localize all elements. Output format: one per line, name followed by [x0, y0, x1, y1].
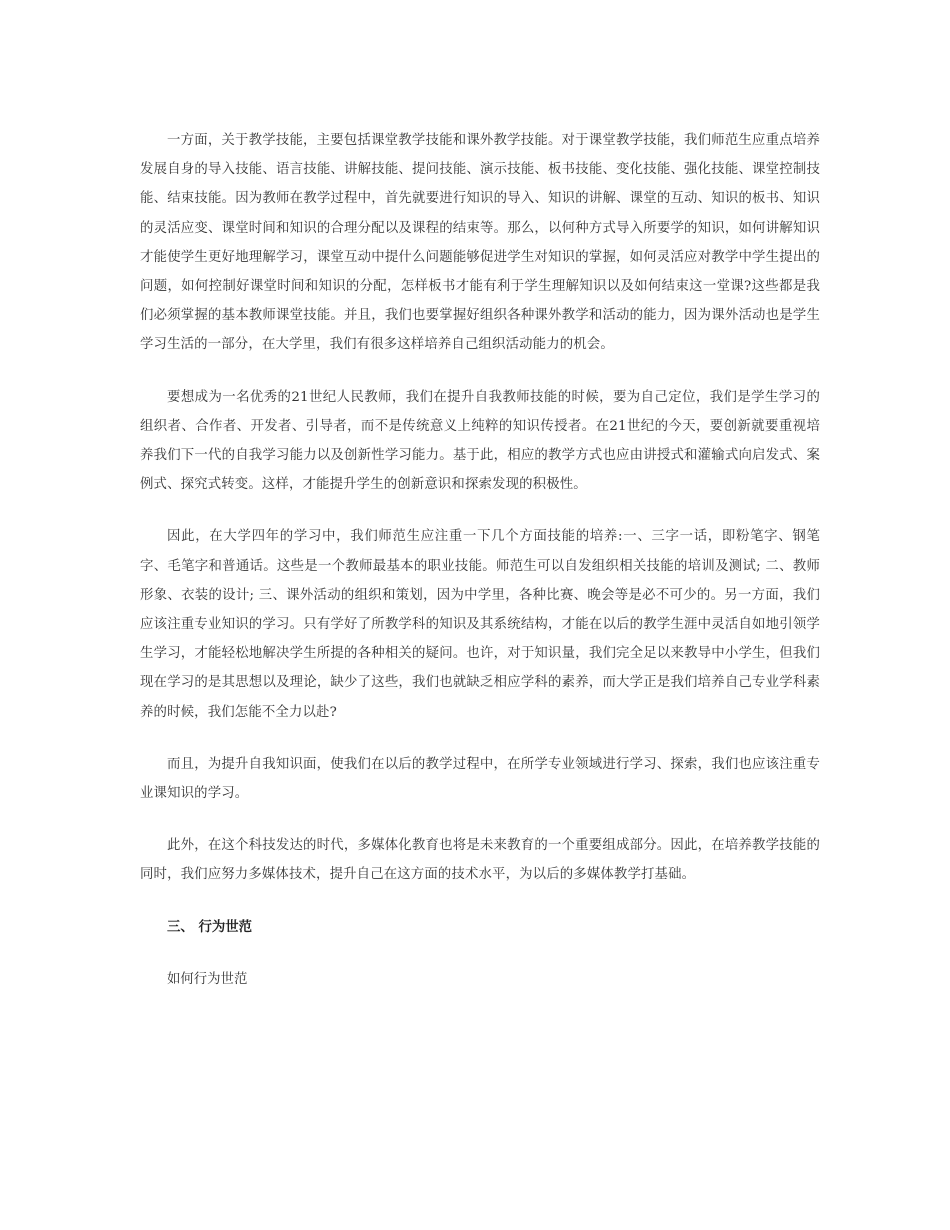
paragraph-university-training: 因此，在大学四年的学习中，我们师范生应注重一下几个方面技能的培养:一、三字一话，即粉笔字、钢笔字、毛笔字和普通话。这些是一个教师最基本的职业技能。师范生可以自发组织相关技能的培训及测试; 二、教师形象、衣装的设计; 三、课外活动的组织和策划，因为中学里，各种比赛、晚会等是必不可少的。另一方面，我们应该注重专业知识的学习。只有学好了所教学科的知识及其系统结构，才能在以后的教学生涯中灵活自如地引领学生学习，才能轻松地解决学生所提的各种相关的疑问。也许，对于知识量，我们完全足以来教导中小学生，但我们现在学习的是其思想以及理论，缺少了这些，我们也就缺乏相应学科的素养，而大学正是我们培养自己专业学科素养的时候，我们怎能不全力以赴? [140, 529, 820, 720]
paragraph-gap [140, 808, 820, 831]
paragraph-gap [140, 360, 820, 383]
section-subheading: 如何行为世范 [167, 971, 248, 987]
paragraph-knowledge-expansion: 而且，为提升自我知识面，使我们在以后的教学过程中，在所学专业领域进行学习、探索，我们也应该注重专业课知识的学习。 [140, 756, 820, 802]
section-heading: 三、 行为世范 [167, 918, 253, 935]
paragraph-gap [140, 499, 820, 522]
paragraph-gap [140, 942, 820, 965]
paragraph-teaching-skills: 一方面，关于教学技能，主要包括课堂教学技能和课外教学技能。对于课堂教学技能，我们师范生应重点培养发展自身的导入技能、语言技能、讲解技能、提问技能、演示技能、板书技能、变化技能、强化技能、课堂控制技能、结束技能。因为教师在教学过程中，首先就要进行知识的导入、知识的讲解、课堂的互动、知识的板书、知识的灵活应变、课堂时间和知识的合理分配以及课程的结束等。那么，以何种方式导入所要学的知识，如何讲解知识才能使学生更好地理解学习，课堂互动中提什么问题能够促进学生对知识的掌握，如何灵活应对教学中学生提出的问题，如何控制好课堂时间和知识的分配，怎样板书才能有利于学生理解知识以及如何结束这一堂课?这些都是我们必须掌握的基本教师课堂技能。并且，我们也要掌握好组织各种课外教学和活动的能力，因为课外活动也是学生学习生活的一部分，在大学里，我们有很多这样培养自己组织活动能力的机会。 [140, 133, 820, 353]
paragraph-gap [140, 890, 820, 913]
paragraph-21st-century-teacher: 要想成为一名优秀的21世纪人民教师，我们在提升自我教师技能的时候，要为自己定位，我们是学生学习的组织者、合作者、开发者、引导者，而不是传统意义上纯粹的知识传授者。在21世纪的今天，要创新就要重视培养我们下一代的自我学习能力以及创新性学习能力。基于此，相应的教学方式也应由讲授式和灌输式向启发式、案例式、探究式转变。这样，才能提升学生的创新意识和探索发现的积极性。 [140, 389, 820, 493]
paragraph-gap [140, 727, 820, 750]
document-body [140, 126, 820, 994]
paragraph-multimedia: 此外，在这个科技发达的时代，多媒体化教育也将是未来教育的一个重要组成部分。因此，在培养教学技能的同时，我们应努力多媒体技术，提升自己在这方面的技术水平，为以后的多媒体教学打基础。 [140, 838, 820, 883]
